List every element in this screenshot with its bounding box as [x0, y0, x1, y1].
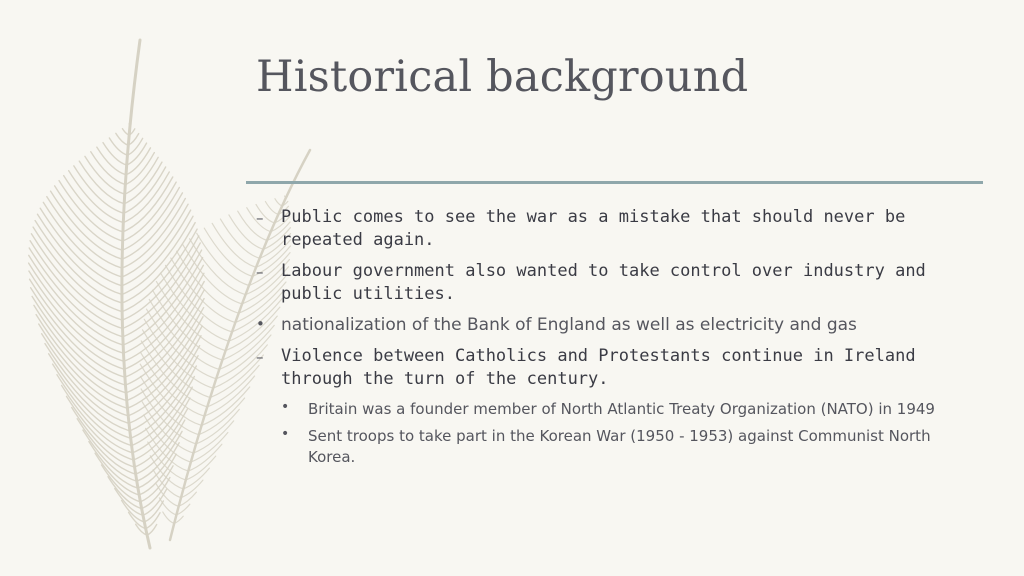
feather-barb — [116, 133, 128, 145]
feather-barb — [275, 199, 282, 206]
feather-barb — [69, 171, 124, 223]
feather-barb — [144, 501, 163, 522]
sub-bullet-text: Sent troops to take part in the Korean War (1950 - 1953) against Communist North Korea. — [308, 427, 931, 466]
bullet-item — [250, 206, 980, 252]
feather-barb — [122, 236, 199, 320]
dash-marker: – — [256, 348, 264, 366]
bullet-item — [250, 260, 980, 306]
bullet-marker: • — [281, 426, 290, 442]
sub-bullet-text: Britain was a founder member of North Atlantic Treaty Organization (NATO) in 1949 — [308, 400, 935, 418]
feather-barb — [91, 152, 126, 185]
feather-barb — [130, 124, 131, 125]
feather-barb — [109, 138, 127, 155]
feather-barb — [171, 258, 235, 322]
bullet-item — [250, 345, 980, 391]
feather-barb — [196, 409, 239, 444]
feather-barb — [126, 148, 151, 175]
feather-barb — [147, 525, 157, 536]
sub-bullet-item — [250, 426, 980, 468]
sub-bullet-item — [250, 399, 980, 420]
bullet-text: Public comes to see the war as a mistake that should never be repeated again. — [281, 207, 906, 250]
feather-barb — [159, 498, 176, 515]
bullet-text: Violence between Catholics and Protestants continue in Ireland through the turn of the century. — [281, 346, 916, 389]
feather-barb — [132, 376, 195, 445]
feather-barb — [199, 398, 245, 435]
dash-marker: – — [256, 263, 264, 281]
feather-barb — [33, 227, 122, 312]
title-divider — [246, 181, 983, 184]
bullet-list — [250, 206, 980, 474]
feather-barb — [122, 193, 182, 259]
feather-barb — [204, 376, 254, 416]
bullet-item — [250, 314, 980, 337]
feather-barb — [125, 153, 154, 185]
dash-marker: – — [256, 209, 264, 227]
slide-title: Historical background — [256, 52, 749, 102]
bullet-marker: • — [256, 315, 265, 333]
bullet-text: nationalization of the Bank of England as well as electricity and gas — [281, 315, 857, 335]
bullet-marker: • — [281, 399, 290, 415]
bullet-text: Labour government also wanted to take control over industry and public utilities. — [281, 261, 926, 304]
